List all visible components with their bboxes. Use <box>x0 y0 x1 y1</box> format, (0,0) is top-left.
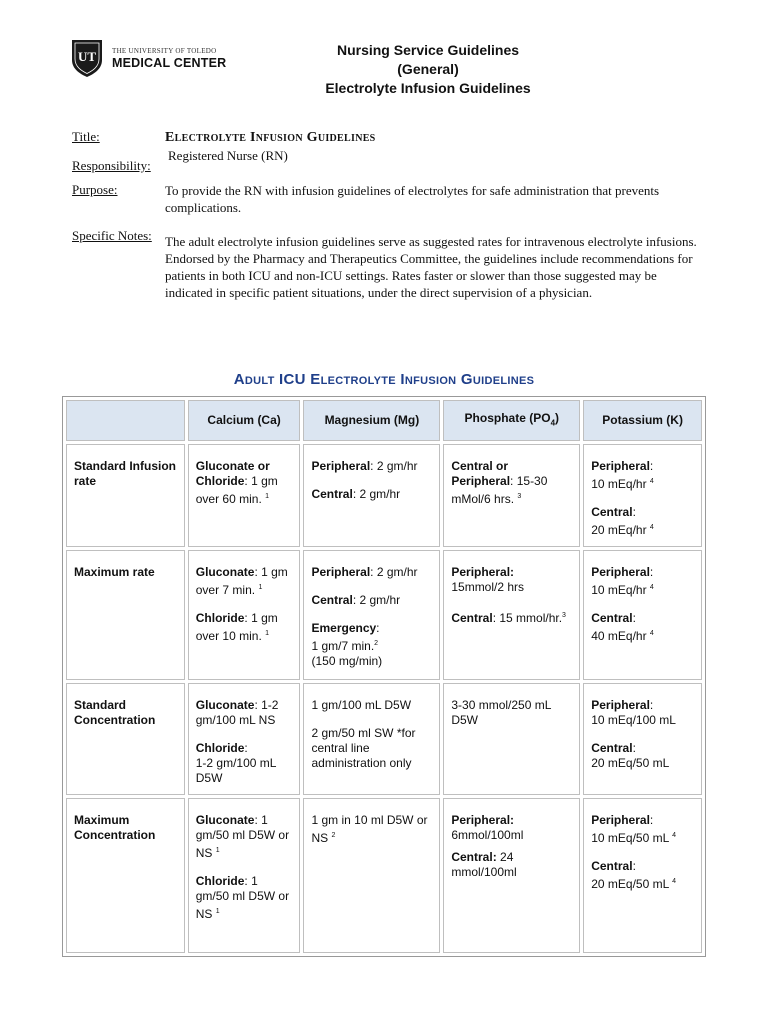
cell-bold: Chloride <box>195 874 245 889</box>
table-cell <box>188 550 301 680</box>
title-value: Electrolyte Infusion Guidelines <box>165 130 376 145</box>
cell-bold: Central: <box>451 850 497 865</box>
purpose-label: Purpose: <box>72 182 118 197</box>
table-cell <box>303 444 440 547</box>
table-cell <box>188 683 301 795</box>
org-name-line1: THE UNIVERSITY OF TOLEDO <box>112 46 217 55</box>
cell-sup: 1 <box>265 630 270 638</box>
cell-text: : <box>376 621 380 636</box>
cell-sup: 4 <box>649 478 654 486</box>
cell-text: 10 mEq/hr <box>591 477 650 492</box>
cell-bold: Peripheral <box>311 565 371 580</box>
cell-text: 20 mEq/50 mL <box>591 756 670 771</box>
cell-bold: Gluconate <box>195 698 255 713</box>
table-cell <box>188 798 301 953</box>
cell-text: 3-30 mmol/250 mL D5W <box>451 698 551 728</box>
header-phosphate <box>443 400 580 441</box>
cell-text: : <box>632 741 636 756</box>
table-cell <box>443 798 580 953</box>
cell-text: 40 mEq/hr <box>591 629 650 644</box>
table-cell <box>583 444 702 547</box>
cell-sup: 4 <box>672 878 677 886</box>
header-magnesium: Magnesium (Mg) <box>303 400 440 441</box>
cell-text: 1 gm in 10 ml D5W or NS <box>311 813 428 846</box>
table-row <box>66 444 702 547</box>
cell-text: : 1 gm over 10 min. <box>195 611 278 644</box>
university-logo <box>70 38 226 78</box>
cell-sup: 2 <box>331 832 336 840</box>
cell-sup: 1 <box>258 584 263 592</box>
cell-bold: Central <box>591 505 633 520</box>
cell-text: 10 mEq/100 mL <box>591 713 676 728</box>
cell-text: 2 gm/50 ml SW *for central line administration only <box>311 726 416 771</box>
purpose-value: To provide the RN with infusion guidelines of electrolytes for safe administration that prevents complications. <box>165 183 660 215</box>
cell-bold: Gluconate or Chloride <box>195 459 270 489</box>
cell-text: 10 mEq/hr <box>591 583 650 598</box>
table-cell <box>443 683 580 795</box>
cell-text: : <box>649 565 654 580</box>
cell-bold: Peripheral <box>591 698 650 713</box>
specific-notes-label: Specific Notes: <box>72 228 152 243</box>
header-title-3: Electrolyte Infusion Guidelines <box>325 80 531 96</box>
table-row <box>66 798 702 953</box>
table-cell <box>303 798 440 953</box>
cell-sup: 1 <box>215 847 220 855</box>
cell-text: 24 mmol/100ml <box>451 850 517 880</box>
row-label: Maximum rate <box>66 550 185 680</box>
cell-bold: Peripheral <box>591 565 650 580</box>
row-label: Standard Concentration <box>66 683 185 795</box>
cell-bold: Central <box>311 487 353 502</box>
row-label: Standard Infusion rate <box>66 444 185 547</box>
cell-sup: 1 <box>265 493 270 501</box>
cell-text: : 1-2 gm/100 mL NS <box>195 698 279 728</box>
cell-text: : <box>649 459 654 474</box>
table-row <box>66 683 702 795</box>
cell-bold: Central or Peripheral <box>451 459 511 489</box>
header-phosphate-text: Phosphate (PO <box>464 411 551 425</box>
cell-text: 1-2 gm/100 mL D5W <box>195 756 277 786</box>
table-cell <box>583 683 702 795</box>
header-calcium: Calcium (Ca) <box>188 400 301 441</box>
cell-text: : 1 gm/50 ml D5W or NS <box>195 813 290 861</box>
cell-sup: 4 <box>649 524 654 532</box>
cell-text: 10 mEq/50 mL <box>591 831 673 846</box>
cell-text: : <box>632 611 636 626</box>
cell-sup: 3 <box>562 612 566 620</box>
header-phosphate-close: ) <box>555 411 560 425</box>
cell-text: : 1 gm/50 ml D5W or NS <box>195 874 290 922</box>
table-section-title: Adult ICU Electrolyte Infusion Guidelines <box>233 371 535 388</box>
header-title-1: Nursing Service Guidelines <box>336 42 520 58</box>
cell-bold: Peripheral: <box>451 565 515 580</box>
cell-text: : 2 gm/hr <box>352 487 401 502</box>
cell-text: : <box>649 698 654 713</box>
cell-sup: 1 <box>215 908 220 916</box>
table-cell <box>303 550 440 680</box>
cell-text: : 2 gm/hr <box>352 593 401 608</box>
cell-bold: Peripheral: <box>451 813 515 828</box>
table-cell <box>188 444 301 547</box>
shield-logo-icon <box>70 38 104 78</box>
cell-bold: Chloride <box>195 741 245 756</box>
electrolyte-table <box>62 396 706 957</box>
row-label: Maximum Concentration <box>66 798 185 953</box>
cell-text: (150 mg/min) <box>311 654 383 669</box>
cell-sup: 4 <box>672 832 677 840</box>
cell-sup: 3 <box>517 493 522 501</box>
responsibility-label: Responsibility: <box>72 158 151 173</box>
table-row <box>66 550 702 680</box>
table-cell <box>583 798 702 953</box>
cell-bold: Central <box>591 611 633 626</box>
cell-sup: 4 <box>649 584 654 592</box>
table-cell <box>583 550 702 680</box>
header-phosphate-sub: 4 <box>550 418 556 428</box>
table-cell <box>443 550 580 680</box>
cell-bold: Gluconate <box>195 813 255 828</box>
cell-bold: Central <box>311 593 353 608</box>
header-empty-cell <box>66 400 185 441</box>
cell-text: : 15-30 mMol/6 hrs. <box>451 474 548 507</box>
cell-text: 6mmol/100ml <box>451 828 524 843</box>
cell-text: 20 mEq/hr <box>591 523 650 538</box>
cell-text: : 15 mmol/hr. <box>492 611 563 626</box>
cell-text: 15mmol/2 hrs <box>451 580 525 595</box>
header-title-2: (General) <box>397 61 459 77</box>
cell-bold: Central <box>591 859 633 874</box>
cell-bold: Chloride <box>195 611 245 626</box>
cell-bold: Gluconate <box>195 565 255 580</box>
document-header <box>288 41 568 98</box>
table-header-row <box>66 400 702 441</box>
title-label: Title: <box>72 129 100 144</box>
cell-text: 1 gm/100 mL D5W <box>311 698 412 713</box>
cell-text: : 1 gm over 60 min. <box>195 474 278 507</box>
cell-bold: Central <box>451 611 493 626</box>
cell-text: : 1 gm over 7 min. <box>195 565 288 598</box>
cell-text: : <box>649 813 654 828</box>
logo-mark: UT <box>77 49 97 64</box>
cell-bold: Peripheral <box>311 459 371 474</box>
cell-text: 20 mEq/50 mL <box>591 877 673 892</box>
cell-bold: Peripheral <box>591 813 650 828</box>
table-cell <box>443 444 580 547</box>
org-name-line2: MEDICAL CENTER <box>112 55 227 70</box>
cell-text: 1 gm/7 min. <box>311 639 375 654</box>
cell-text: : 2 gm/hr <box>370 565 418 580</box>
cell-bold: Central <box>591 741 633 756</box>
table-cell <box>303 683 440 795</box>
cell-bold: Emergency <box>311 621 377 636</box>
cell-bold: Peripheral <box>591 459 650 474</box>
cell-text: : <box>632 859 636 874</box>
cell-sup: 2 <box>374 640 379 648</box>
specific-notes-value: The adult electrolyte infusion guidelines serve as suggested rates for intravenous electrolyte infusions. Endorsed by the Pharmacy and Therapeutics Committee, the guidelines include recommendations for patients in both ICU and non-ICU settings. Rates faster or slower than those suggested may be indicated in specific patient situations, under the direct supervision of a physician. <box>165 234 697 300</box>
header-potassium: Potassium (K) <box>583 400 702 441</box>
cell-text: : <box>632 505 636 520</box>
cell-text: : 2 gm/hr <box>370 459 418 474</box>
cell-sup: 4 <box>649 630 654 638</box>
cell-text: : <box>244 741 248 756</box>
responsibility-value: Registered Nurse (RN) <box>168 148 288 163</box>
